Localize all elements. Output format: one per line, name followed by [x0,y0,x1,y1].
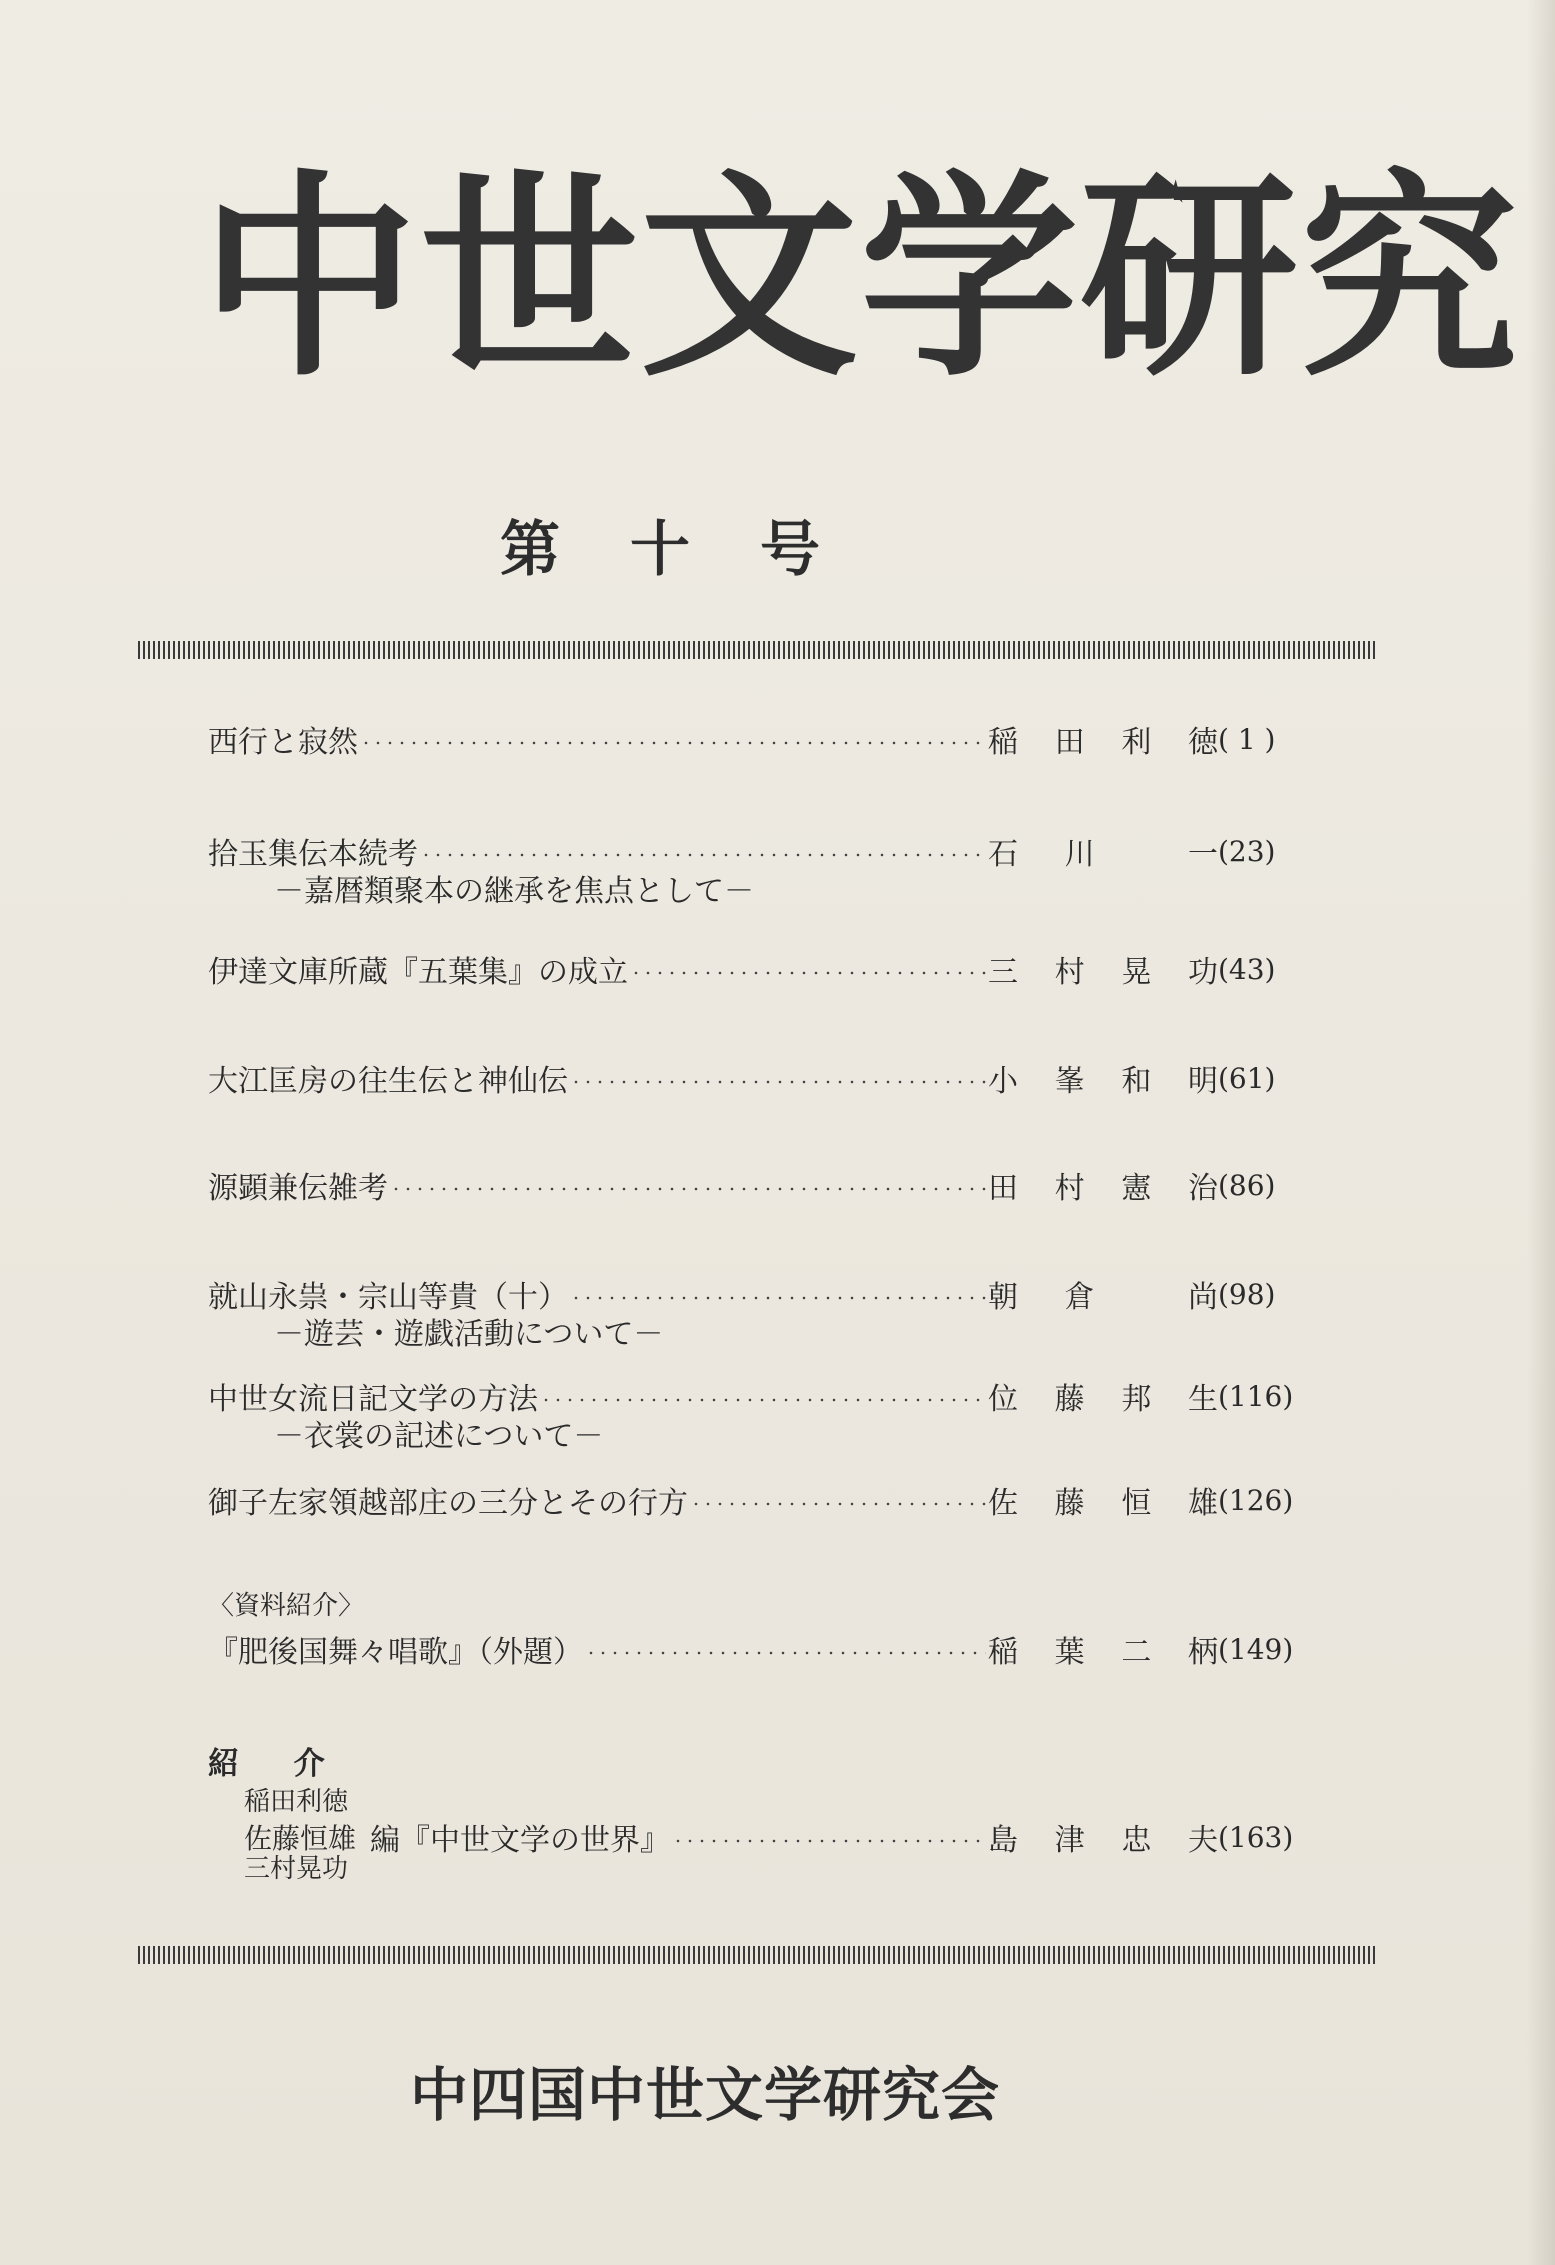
article-title: 編『中世文学の世界』 [370,1823,671,1858]
author-char: 小 [988,1064,1018,1099]
author-char: 葉 [1054,1635,1085,1670]
author-char: 夫 [1187,1823,1218,1858]
author-char: 稲 [988,725,1018,760]
author-char: 位 [988,1382,1018,1417]
article-subtitle: －遊芸・遊戯活動について－ [274,1317,664,1352]
article-title: 西行と寂然 [208,725,358,760]
toc-row [208,1055,1308,1101]
toc-row [208,1162,1308,1208]
author-char: 島 [988,1823,1018,1858]
article-author [988,1374,1218,1418]
author-char: 憲 [1121,1171,1152,1206]
article-author [988,829,1218,873]
author-char: 明 [1187,1064,1218,1099]
page-number: (43) [1218,952,1276,986]
dot-leader [420,853,986,857]
author-char: 津 [1054,1823,1085,1858]
author-char: 田 [1054,725,1085,760]
toc-row [208,1626,1308,1672]
dot-leader [540,1398,986,1402]
toc-entry [208,946,1308,992]
author-char: 村 [1054,955,1085,990]
dot-leader [672,1839,986,1843]
article-author [988,1056,1218,1100]
toc-entry-introduction [244,1814,1308,1860]
toc-row [208,1271,1308,1317]
page-number: (86) [1218,1168,1276,1202]
author-char: 藤 [1054,1382,1085,1417]
issue-number: 第十号 [500,515,890,585]
journal-title: 中世文学研究 [200,153,1520,406]
article-title: 『肥後国舞々唱歌』（外題） [208,1635,583,1670]
author-char: 雄 [1187,1486,1218,1521]
toc-row [208,828,1308,874]
toc-entry [208,828,1308,909]
article-author [988,1627,1218,1671]
page-number: (98) [1218,1277,1276,1311]
author-char: 恒 [1121,1486,1152,1521]
dot-leader [690,1502,986,1506]
toc-row [208,946,1308,992]
bottom-divider [138,1946,1378,1964]
dot-leader [585,1651,986,1655]
dot-leader [390,1187,986,1191]
page-number: (163) [1218,1820,1294,1854]
materials-section-label: 〈資料紹介〉 [208,1591,365,1621]
toc-entry [208,1055,1308,1101]
author-char: 功 [1187,955,1218,990]
article-title: 源顕兼伝雑考 [208,1171,388,1206]
toc-row [208,716,1308,762]
introduction-section-heading: 紹 介 [208,1746,347,1782]
author-char: 邦 [1121,1382,1152,1417]
author-char: 川 [1064,837,1095,872]
author-char: 峯 [1054,1064,1085,1099]
author-char: 柄 [1187,1635,1218,1670]
article-title: 中世女流日記文学の方法 [208,1382,538,1417]
author-char: 徳 [1187,725,1218,760]
article-author [988,1272,1218,1316]
author-char: 利 [1121,725,1152,760]
dot-leader [360,741,986,745]
dot-leader [570,1296,986,1300]
dot-leader [570,1080,986,1084]
editor-name: 佐藤恒雄 [244,1822,357,1855]
article-author [988,1163,1218,1207]
article-author [988,1815,1218,1859]
author-char: 稲 [988,1635,1018,1670]
article-author [988,1478,1218,1522]
author-char: 一 [1187,837,1218,872]
page-number: (61) [1218,1061,1276,1095]
author-char: 朝 [988,1280,1018,1315]
author-char: 尚 [1187,1280,1218,1315]
author-char: 二 [1121,1635,1152,1670]
toc-entry [208,1271,1308,1352]
toc-entry-materials [208,1626,1308,1672]
page-number: (116) [1218,1379,1294,1413]
author-char: 村 [1054,1171,1085,1206]
author-char: 佐 [988,1486,1018,1521]
toc-entry [208,1373,1308,1454]
toc-entry [208,1477,1308,1523]
article-title: 大江匡房の往生伝と神仙伝 [208,1064,568,1099]
page-number: (23) [1218,834,1276,868]
page-number: (149) [1218,1632,1294,1666]
author-char: 忠 [1121,1823,1152,1858]
editor-name: 三村晃功 [244,1854,349,1884]
article-title: 就山永祟・宗山等貴（十） [208,1280,568,1315]
article-subtitle: －衣裳の記述について－ [274,1419,604,1454]
author-char: 生 [1187,1382,1218,1417]
article-title: 御子左家領越部庄の三分とその行方 [208,1486,688,1521]
page-number: (126) [1218,1483,1294,1517]
toc-entry [208,1162,1308,1208]
publisher-name: 中四国中世文学研究会 [410,2061,1001,2129]
article-title: 伊達文庫所蔵『五葉集』の成立 [208,955,628,990]
author-char: 藤 [1054,1486,1085,1521]
author-char: 治 [1187,1171,1218,1206]
author-char: 倉 [1064,1280,1095,1315]
author-char: 三 [988,955,1018,990]
toc-row [208,1477,1308,1523]
article-subtitle: －嘉暦類聚本の継承を焦点として－ [274,874,754,909]
article-author [988,717,1218,761]
article-author [988,947,1218,991]
toc-row [244,1814,1308,1860]
toc-row [208,1373,1308,1419]
article-title: 拾玉集伝本続考 [208,837,418,872]
page-number: ( 1 ) [1218,722,1276,756]
author-char: 晃 [1121,955,1152,990]
dot-leader [630,971,986,975]
toc-entry [208,716,1308,762]
author-char: 和 [1121,1064,1152,1099]
author-char: 石 [988,837,1018,872]
author-char: 田 [988,1171,1018,1206]
editor-name: 稲田利徳 [244,1787,349,1817]
